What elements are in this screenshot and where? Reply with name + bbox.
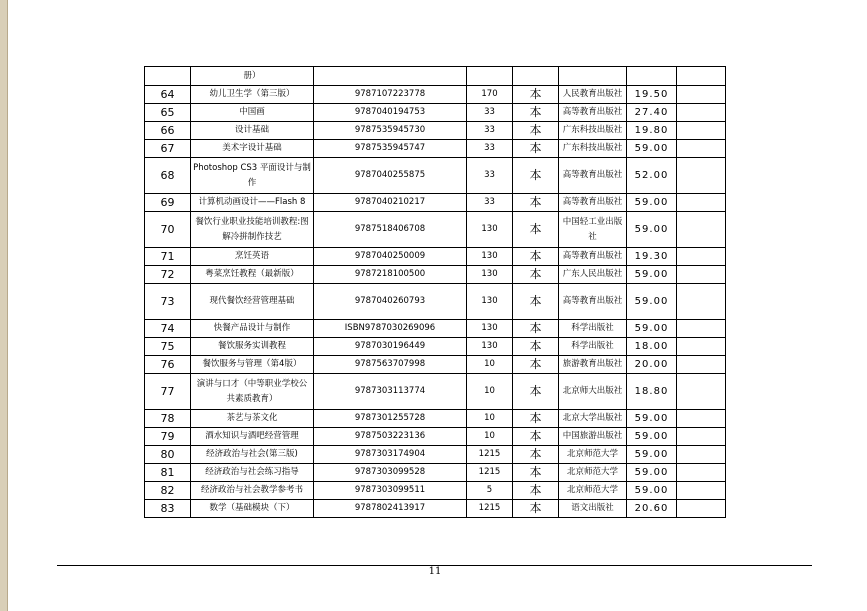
cell-no: 74 xyxy=(145,320,191,338)
cell-unit: 本 xyxy=(513,320,559,338)
document-left-margin-edge xyxy=(7,0,8,611)
cell-remark xyxy=(677,140,726,158)
cell-publisher: 广东科技出版社 xyxy=(559,122,627,140)
cell-unit: 本 xyxy=(513,446,559,464)
cell-no: 77 xyxy=(145,374,191,410)
cell-qty: 10 xyxy=(467,356,513,374)
cell-publisher: 高等教育出版社 xyxy=(559,194,627,212)
cell-remark xyxy=(677,482,726,500)
cell-price: 59.00 xyxy=(627,482,677,500)
cell-publisher: 高等教育出版社 xyxy=(559,158,627,194)
cell-no: 82 xyxy=(145,482,191,500)
cell-no xyxy=(145,67,191,86)
cell-title: 中国画 xyxy=(191,104,314,122)
table-row xyxy=(145,266,726,284)
cell-unit: 本 xyxy=(513,104,559,122)
cell-qty: 130 xyxy=(467,266,513,284)
table-row xyxy=(145,158,726,194)
cell-no: 75 xyxy=(145,338,191,356)
cell-publisher: 北京师范大学 xyxy=(559,482,627,500)
cell-remark xyxy=(677,67,726,86)
cell-no: 69 xyxy=(145,194,191,212)
cell-isbn: 9787535945730 xyxy=(314,122,467,140)
table-row xyxy=(145,122,726,140)
cell-remark xyxy=(677,248,726,266)
table-row xyxy=(145,140,726,158)
cell-remark xyxy=(677,212,726,248)
cell-isbn: 9787303174904 xyxy=(314,446,467,464)
cell-qty: 130 xyxy=(467,320,513,338)
cell-qty: 10 xyxy=(467,428,513,446)
cell-price: 19.50 xyxy=(627,86,677,104)
cell-publisher: 中国旅游出版社 xyxy=(559,428,627,446)
cell-remark xyxy=(677,356,726,374)
cell-publisher: 科学出版社 xyxy=(559,320,627,338)
cell-remark xyxy=(677,158,726,194)
cell-title: 酒水知识与酒吧经营管理 xyxy=(191,428,314,446)
cell-publisher: 北京大学出版社 xyxy=(559,410,627,428)
cell-remark xyxy=(677,266,726,284)
cell-publisher: 语文出版社 xyxy=(559,500,627,518)
cell-title: 幼儿卫生学（第三版） xyxy=(191,86,314,104)
cell-no: 79 xyxy=(145,428,191,446)
cell-title: 经济政治与社会练习指导 xyxy=(191,464,314,482)
table-row xyxy=(145,86,726,104)
cell-price: 59.00 xyxy=(627,266,677,284)
table-body xyxy=(145,67,726,518)
cell-unit: 本 xyxy=(513,86,559,104)
cell-qty: 33 xyxy=(467,158,513,194)
cell-no: 64 xyxy=(145,86,191,104)
cell-unit xyxy=(513,67,559,86)
table-row xyxy=(145,482,726,500)
cell-no: 73 xyxy=(145,284,191,320)
cell-qty: 130 xyxy=(467,338,513,356)
cell-unit: 本 xyxy=(513,140,559,158)
cell-unit: 本 xyxy=(513,410,559,428)
cell-title: 茶艺与茶文化 xyxy=(191,410,314,428)
table-row xyxy=(145,248,726,266)
table-row xyxy=(145,338,726,356)
cell-price: 59.00 xyxy=(627,194,677,212)
cell-title: 现代餐饮经营管理基础 xyxy=(191,284,314,320)
cell-no: 81 xyxy=(145,464,191,482)
cell-qty: 10 xyxy=(467,410,513,428)
cell-qty: 10 xyxy=(467,374,513,410)
cell-price: 20.00 xyxy=(627,356,677,374)
cell-unit: 本 xyxy=(513,212,559,248)
cell-price: 18.00 xyxy=(627,338,677,356)
cell-remark xyxy=(677,284,726,320)
cell-price: 27.40 xyxy=(627,104,677,122)
cell-no: 67 xyxy=(145,140,191,158)
cell-price: 59.00 xyxy=(627,284,677,320)
cell-no: 70 xyxy=(145,212,191,248)
cell-no: 80 xyxy=(145,446,191,464)
cell-remark xyxy=(677,500,726,518)
page-number: 11 xyxy=(428,566,442,577)
cell-title: 美术字设计基础 xyxy=(191,140,314,158)
cell-unit: 本 xyxy=(513,194,559,212)
cell-unit: 本 xyxy=(513,428,559,446)
table-row xyxy=(145,428,726,446)
cell-isbn: 9787503223136 xyxy=(314,428,467,446)
cell-remark xyxy=(677,194,726,212)
cell-isbn: 9787303099528 xyxy=(314,464,467,482)
cell-title: 粤菜烹饪教程（最新版） xyxy=(191,266,314,284)
cell-title: 数学（基础模块（下） xyxy=(191,500,314,518)
cell-publisher xyxy=(559,67,627,86)
cell-price: 52.00 xyxy=(627,158,677,194)
cell-price: 18.80 xyxy=(627,374,677,410)
cell-qty: 130 xyxy=(467,212,513,248)
cell-unit: 本 xyxy=(513,464,559,482)
cell-price: 20.60 xyxy=(627,500,677,518)
cell-publisher: 科学出版社 xyxy=(559,338,627,356)
cell-unit: 本 xyxy=(513,248,559,266)
cell-publisher: 高等教育出版社 xyxy=(559,104,627,122)
table-row xyxy=(145,104,726,122)
cell-price: 59.00 xyxy=(627,428,677,446)
cell-title: 经济政治与社会教学参考书 xyxy=(191,482,314,500)
cell-isbn: 9787040255875 xyxy=(314,158,467,194)
cell-no: 72 xyxy=(145,266,191,284)
cell-remark xyxy=(677,104,726,122)
cell-price: 59.00 xyxy=(627,446,677,464)
table-row xyxy=(145,500,726,518)
cell-no: 66 xyxy=(145,122,191,140)
cell-isbn: 9787040260793 xyxy=(314,284,467,320)
cell-isbn: 9787563707998 xyxy=(314,356,467,374)
cell-remark xyxy=(677,464,726,482)
cell-unit: 本 xyxy=(513,338,559,356)
textbook-table xyxy=(144,66,726,518)
cell-title: 设计基础 xyxy=(191,122,314,140)
cell-publisher: 北京师大出版社 xyxy=(559,374,627,410)
cell-no: 71 xyxy=(145,248,191,266)
cell-price: 59.00 xyxy=(627,140,677,158)
cell-remark xyxy=(677,410,726,428)
cell-publisher: 人民教育出版社 xyxy=(559,86,627,104)
table-row xyxy=(145,446,726,464)
cell-no: 76 xyxy=(145,356,191,374)
table-row xyxy=(145,410,726,428)
cell-isbn: 9787040194753 xyxy=(314,104,467,122)
cell-qty: 5 xyxy=(467,482,513,500)
cell-isbn: 9787303099511 xyxy=(314,482,467,500)
table-row xyxy=(145,356,726,374)
cell-isbn: 9787301255728 xyxy=(314,410,467,428)
cell-unit: 本 xyxy=(513,284,559,320)
cell-remark xyxy=(677,320,726,338)
cell-qty: 170 xyxy=(467,86,513,104)
cell-qty xyxy=(467,67,513,86)
table-row xyxy=(145,464,726,482)
cell-qty: 33 xyxy=(467,104,513,122)
cell-remark xyxy=(677,428,726,446)
cell-publisher: 北京师范大学 xyxy=(559,464,627,482)
document-left-margin xyxy=(0,0,7,611)
cell-isbn: 9787030196449 xyxy=(314,338,467,356)
cell-unit: 本 xyxy=(513,356,559,374)
cell-no: 65 xyxy=(145,104,191,122)
cell-remark xyxy=(677,122,726,140)
cell-qty: 33 xyxy=(467,140,513,158)
cell-qty: 1215 xyxy=(467,446,513,464)
cell-remark xyxy=(677,86,726,104)
cell-unit: 本 xyxy=(513,374,559,410)
cell-price xyxy=(627,67,677,86)
cell-remark xyxy=(677,446,726,464)
cell-unit: 本 xyxy=(513,158,559,194)
table-row xyxy=(145,212,726,248)
cell-price: 59.00 xyxy=(627,320,677,338)
cell-title: 烹饪英语 xyxy=(191,248,314,266)
cell-qty: 1215 xyxy=(467,464,513,482)
cell-isbn: 9787218100500 xyxy=(314,266,467,284)
table-row-continuation xyxy=(145,67,726,86)
cell-publisher: 高等教育出版社 xyxy=(559,248,627,266)
table-row xyxy=(145,320,726,338)
cell-qty: 33 xyxy=(467,122,513,140)
cell-publisher: 中国轻工业出版社 xyxy=(559,212,627,248)
cell-isbn: 9787518406708 xyxy=(314,212,467,248)
cell-price: 19.80 xyxy=(627,122,677,140)
cell-unit: 本 xyxy=(513,122,559,140)
cell-isbn: 9787303113774 xyxy=(314,374,467,410)
table-row xyxy=(145,284,726,320)
cell-isbn: 9787802413917 xyxy=(314,500,467,518)
cell-isbn xyxy=(314,67,467,86)
cell-no: 83 xyxy=(145,500,191,518)
cell-no: 78 xyxy=(145,410,191,428)
cell-no: 68 xyxy=(145,158,191,194)
cell-isbn: ISBN9787030269096 xyxy=(314,320,467,338)
cell-price: 19.30 xyxy=(627,248,677,266)
cell-qty: 1215 xyxy=(467,500,513,518)
cell-title: 餐饮服务与管理（第4版） xyxy=(191,356,314,374)
cell-title-fragment: 册） xyxy=(191,67,314,86)
cell-unit: 本 xyxy=(513,500,559,518)
cell-qty: 130 xyxy=(467,248,513,266)
cell-title: 餐饮服务实训教程 xyxy=(191,338,314,356)
cell-remark xyxy=(677,374,726,410)
cell-title: 快餐产品设计与制作 xyxy=(191,320,314,338)
cell-isbn: 9787040210217 xyxy=(314,194,467,212)
cell-title: 经济政治与社会(第三版) xyxy=(191,446,314,464)
cell-isbn: 9787040250009 xyxy=(314,248,467,266)
cell-price: 59.00 xyxy=(627,464,677,482)
cell-price: 59.00 xyxy=(627,410,677,428)
cell-publisher: 广东科技出版社 xyxy=(559,140,627,158)
table-row xyxy=(145,374,726,410)
cell-publisher: 高等教育出版社 xyxy=(559,284,627,320)
cell-isbn: 9787107223778 xyxy=(314,86,467,104)
cell-title: 计算机动画设计——Flash 8 xyxy=(191,194,314,212)
cell-title: 演讲与口才（中等职业学校公共素质教育） xyxy=(191,374,314,410)
cell-price: 59.00 xyxy=(627,212,677,248)
cell-publisher: 广东人民出版社 xyxy=(559,266,627,284)
cell-title: Photoshop CS3 平面设计与制作 xyxy=(191,158,314,194)
cell-title: 餐饮行业职业技能培训教程:图解冷拼制作技艺 xyxy=(191,212,314,248)
cell-isbn: 9787535945747 xyxy=(314,140,467,158)
cell-publisher: 旅游教育出版社 xyxy=(559,356,627,374)
cell-qty: 33 xyxy=(467,194,513,212)
cell-publisher: 北京师范大学 xyxy=(559,446,627,464)
table-row xyxy=(145,194,726,212)
cell-qty: 130 xyxy=(467,284,513,320)
cell-unit: 本 xyxy=(513,482,559,500)
cell-remark xyxy=(677,338,726,356)
cell-unit: 本 xyxy=(513,266,559,284)
